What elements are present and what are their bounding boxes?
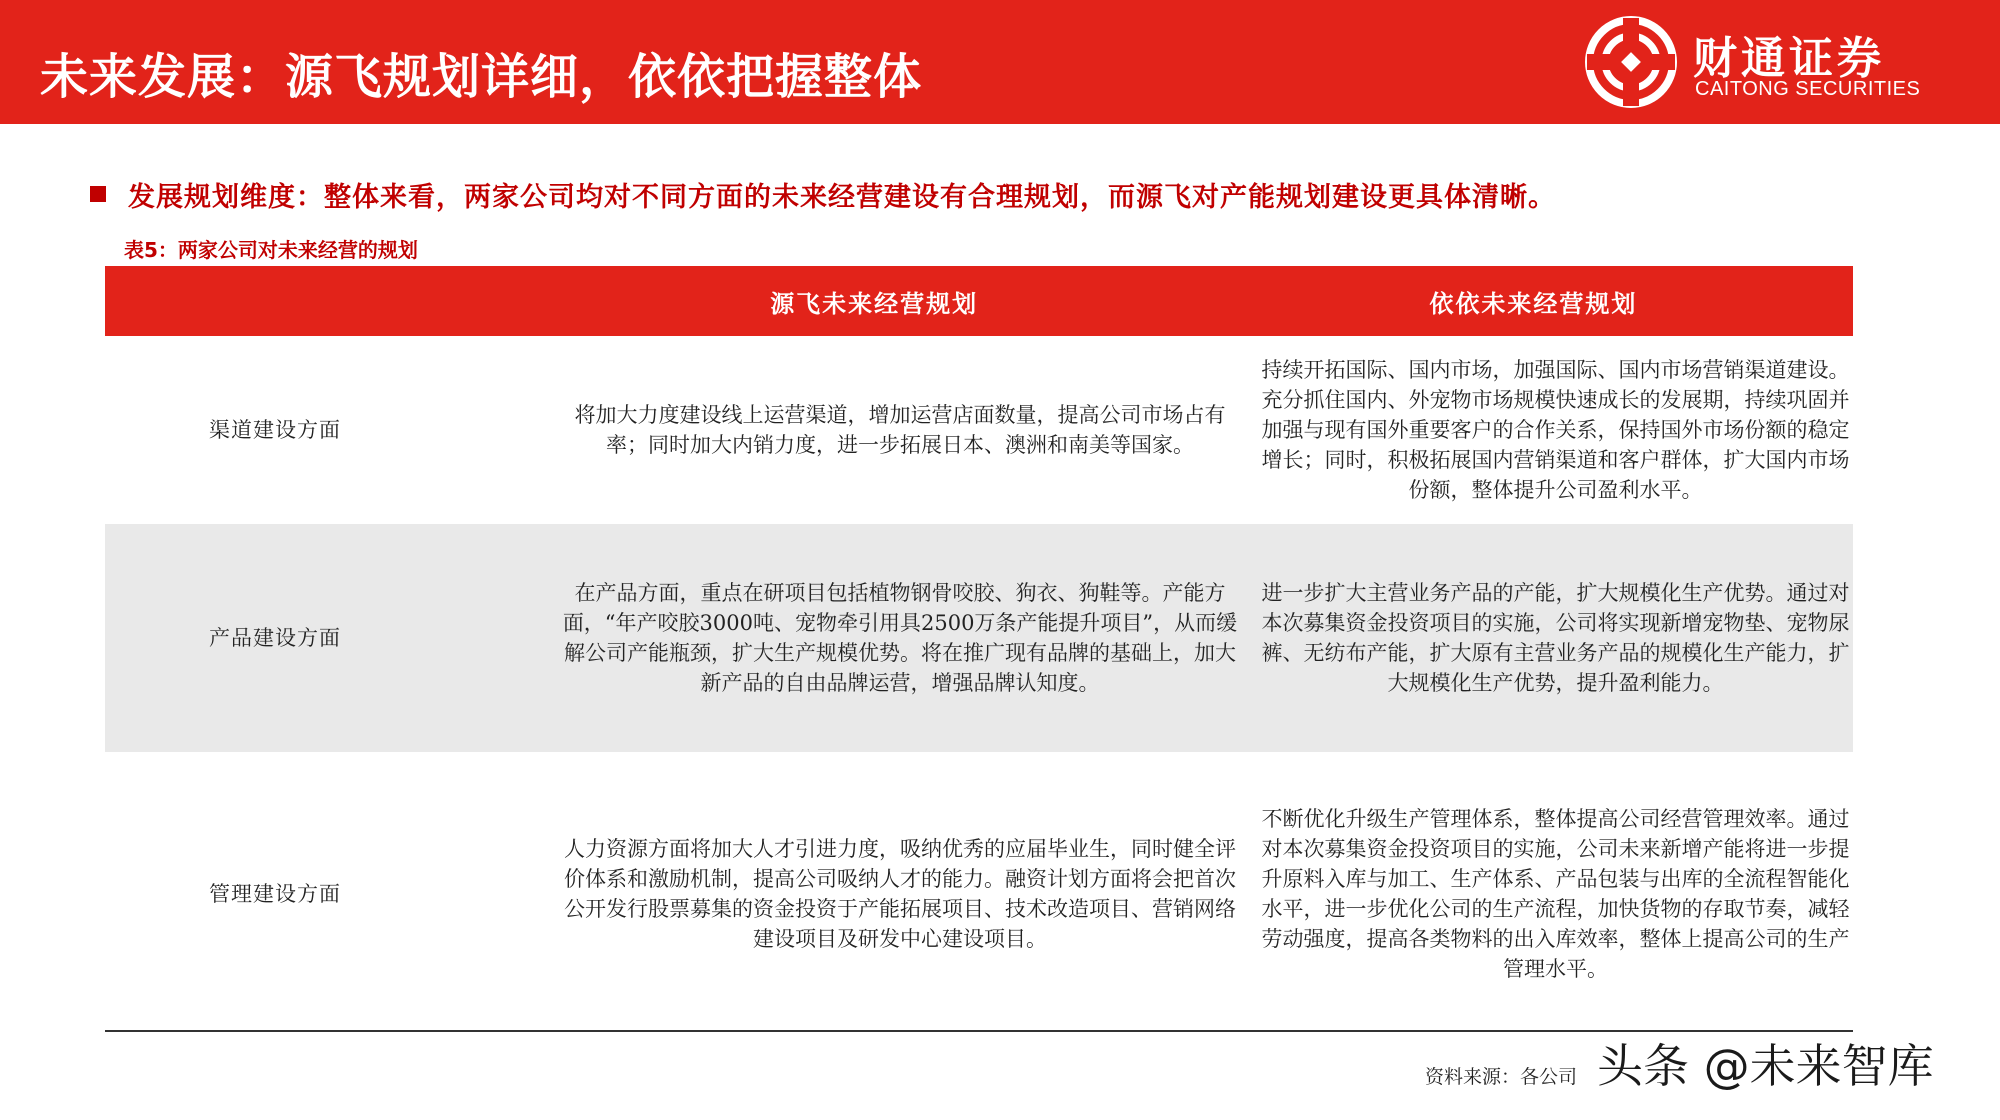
table-row xyxy=(105,752,1853,1036)
yuanfei-plan-cell: 在产品方面，重点在研项目包括植物钢骨咬胶、狗衣、狗鞋等。产能方面，“年产咬胶3000吨、宠物牵引用具2500万条产能提升项目”，从而缓解公司产能瓶颈，扩大生产规模优势。将在推广现有品牌的基础上，加大新产品的自由品牌运营，增强品牌认知度。 xyxy=(562,581,1238,695)
watermark: 头条 @未来智库 xyxy=(1597,1039,1934,1093)
header-bar xyxy=(0,0,2000,124)
key-point-text: 发展规划维度：整体来看，两家公司均对不同方面的未来经营建设有合理规划，而源飞对产能规划建设更具体清晰。 xyxy=(128,181,1556,213)
row-category: 管理建设方面 xyxy=(209,882,341,906)
table-caption: 表5：两家公司对未来经营的规划 xyxy=(124,238,418,262)
yiyi-plan-cell: 持续开拓国际、国内市场，加强国际、国内市场营销渠道建设。充分抓住国内、外宠物市场规模快速成长的发展期，持续巩固并加强与现有国外重要客户的合作关系，保持国外市场份额的稳定增长；同时，积极拓展国内营销渠道和客户群体，扩大国内市场份额，整体提升公司盈利水平。 xyxy=(1261,358,1850,502)
row-category: 渠道建设方面 xyxy=(209,418,341,442)
yuanfei-plan-cell: 人力资源方面将加大人才引进力度，吸纳优秀的应届毕业生，同时健全评价体系和激励机制，提高公司吸纳人才的能力。融资计划方面将会把首次公开发行股票募集的资金投资于产能拓展项目、技术改造项目、营销网络建设项目及研发中心建设项目。 xyxy=(564,837,1236,951)
logo-english-name: CAITONG SECURITIES xyxy=(1695,78,1921,100)
square-bullet-icon xyxy=(90,186,106,202)
row-category: 产品建设方面 xyxy=(209,626,341,650)
planning-table xyxy=(105,266,1853,1036)
source-note: 资料来源：各公司 xyxy=(1425,1066,1578,1088)
yiyi-plan-cell: 不断优化升级生产管理体系，整体提高公司经营管理效率。通过对本次募集资金投资项目的实施，公司未来新增产能将进一步提升原料入库与加工、生产体系、产品包装与出库的全流程智能化水平，进一步优化公司的生产流程，加快货物的存取节奏，减轻劳动强度，提高各类物料的出入库效率，整体上提高公司的生产管理水平。 xyxy=(1261,807,1850,981)
page-title: 未来发展：源飞规划详细，依依把握整体 xyxy=(40,49,923,105)
logo-chinese-name: 财通证券 xyxy=(1693,33,1885,84)
caitong-logo-icon xyxy=(1585,16,1677,108)
table-row xyxy=(105,336,1853,524)
table-bottom-rule xyxy=(105,1030,1853,1032)
table-header-yiyi: 依依未来经营规划 xyxy=(1429,288,1638,318)
company-logo xyxy=(1585,16,1985,108)
table-header-yuanfei: 源飞未来经营规划 xyxy=(770,288,979,318)
yuanfei-plan-cell: 将加大力度建设线上运营渠道，增加运营店面数量，提高公司市场占有率；同时加大内销力度，进一步拓展日本、澳洲和南美等国家。 xyxy=(574,403,1226,457)
table-header-row xyxy=(105,266,1853,336)
table-row xyxy=(105,524,1853,752)
yiyi-plan-cell: 进一步扩大主营业务产品的产能，扩大规模化生产优势。通过对本次募集资金投资项目的实施，公司将实现新增宠物垫、宠物尿裤、无纺布产能，扩大原有主营业务产品的规模化生产能力，扩大规模化生产优势，提升盈利能力。 xyxy=(1261,581,1850,695)
key-point xyxy=(90,176,1556,212)
